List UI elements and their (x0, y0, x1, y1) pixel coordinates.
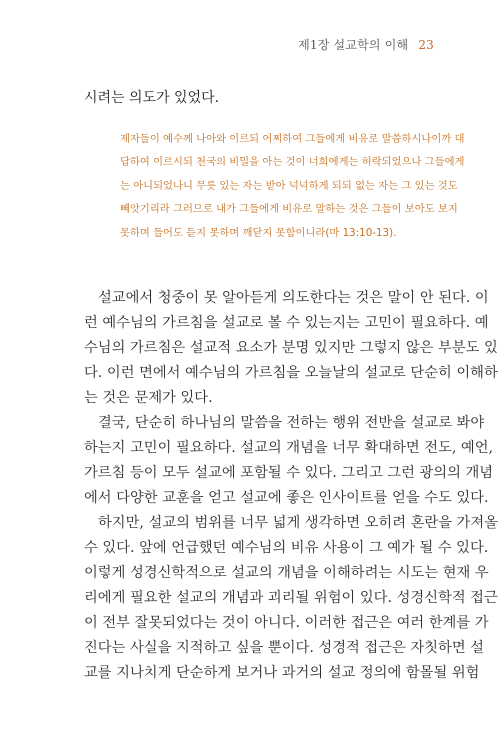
body-line: 런 예수님의 가르침을 설교로 볼 수 있는지는 고민이 필요하다. 예 (84, 315, 489, 331)
chapter-title: 제1장 설교학의 이해 (298, 38, 409, 52)
body-line: 리에게 필요한 설교의 개념과 괴리될 위험이 있다. 성경신학적 접근 (84, 590, 498, 606)
body-line: 설교에서 청중이 못 알아듣게 의도한다는 것은 말이 안 된다. 이 (98, 290, 489, 306)
body-line: 가르침 등이 모두 설교에 포함될 수 있다. 그리고 그런 광의의 개념 (84, 465, 494, 481)
body-line: 이렇게 성경신학적으로 설교의 개념을 이해하려는 시도는 현재 우 (84, 565, 489, 581)
body-line: 에서 다양한 교훈을 얻고 설교에 좋은 인사이트를 얻을 수도 있다. (84, 490, 489, 506)
body-line: 다. 이런 면에서 예수님의 가르침을 오늘날의 설교로 단순히 이해하 (84, 365, 498, 381)
quote-line: 못하며 들어도 듣지 못하며 깨닫지 못함이니라(마 13:10-13). (120, 226, 397, 239)
quote-line: 빼앗기리라 그러므로 내가 그들에게 비유로 말하는 것은 그들이 보아도 보지 (120, 203, 458, 216)
body-line: 교를 지나치게 단순하게 보거나 과거의 설교 정의에 함몰될 위험 (84, 665, 480, 681)
quote-line: 답하여 이르시되 천국의 비밀을 아는 것이 너희에게는 허락되었으나 그들에게 (120, 156, 465, 169)
body-text (84, 286, 498, 686)
body-line: 수님의 가르침은 설교적 요소가 분명 있지만 그렇지 않은 부분도 있 (84, 340, 498, 356)
quote-line: 제자들이 예수께 나아와 이르되 어찌하여 그들에게 비유로 말씀하시나이까 대 (120, 133, 465, 145)
page-number: 23 (418, 38, 434, 52)
body-line: 이 전부 잘못되었다는 것이 아니다. 이러한 접근은 여러 한계를 가 (84, 615, 489, 631)
quote-line: 는 아니되었나니 무릇 있는 자는 받아 넉넉하게 되되 없는 자는 그 있는 것도 (120, 179, 458, 192)
running-header (298, 36, 434, 53)
scripture-quote (120, 128, 465, 245)
body-line: 하지만, 설교의 범위를 너무 넓게 생각하면 오히려 혼란을 가져올 (98, 515, 498, 531)
body-line: 는 것은 문제가 있다. (84, 390, 213, 406)
body-line: 결국, 단순히 하나님의 말씀을 전하는 행위 전반을 설교로 봐야 (98, 415, 485, 431)
body-line: 하는지 고민이 필요하다. 설교의 개념을 너무 확대하면 전도, 예언, (84, 440, 494, 456)
continued-sentence: 시려는 의도가 있었다. (84, 90, 220, 106)
body-line: 수 있다. 앞에 언급했던 예수님의 비유 사용이 그 예가 될 수 있다. (84, 540, 489, 556)
body-line: 진다는 사실을 지적하고 싶을 뿐이다. 성경적 접근은 자칫하면 설 (84, 640, 484, 656)
